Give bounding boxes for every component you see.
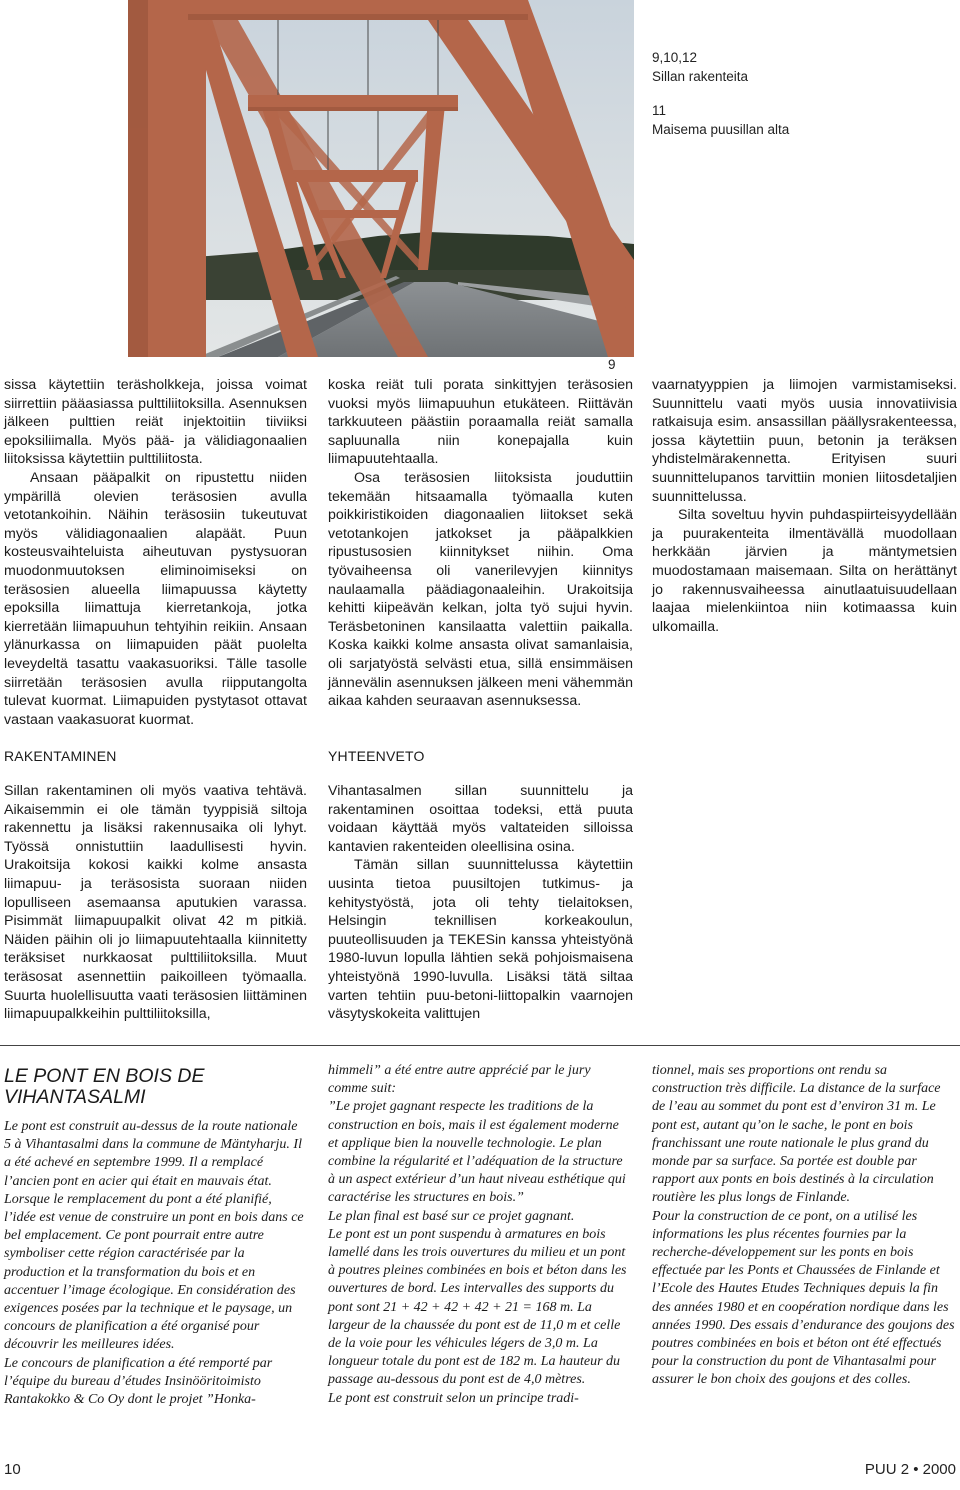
publication-label: PUU 2 • 2000 <box>864 1461 956 1478</box>
french-title: LE PONT EN BOIS DE VIHANTASALMI <box>4 1065 205 1108</box>
paragraph: Le pont est un pont suspendu à armatures en bois lamellé dans les trois ouvertures du milieu et un pont à poutres pleines combinées en bois et béton dans les ouvertures de bord. Les intervalles des supports du pont sont 21 + 42 + 42 + 42 + 21 = 168 m. La largeur de la chaussée du pont est de 11,0 m et celle de la voie pour les véhicules légers de 3,0 m. La longueur totale du pont est de 182 m. La hauteur du passage au-dessous du pont est de 4,0 mètres. <box>328 1226 627 1388</box>
french-column-3 <box>652 1062 957 1390</box>
paragraph: Lorsque le remplacement du pont a été planifié, l’idée est venue de construire un pont en bois dans ce bel emplacement. Ce pont pourrait entre autre symboliser cette région caractérisée par la production et la transformation du bois et en accentuer l’image écologique. En considération des exigences posées par la technique et le paysage, un concours de planification a été organisé pour découvrir les meilleures idées. <box>4 1191 304 1353</box>
paragraph: Pour la construction de ce pont, on a utilisé les informations les plus récentes fournies par la recherche-développement sur les ponts en bois effectuée par les Ponts et Chaussées de Finlande et l’Ecole des Hautes Etudes Techniques depuis la fin des années 1980 et en coopération nordique dans les années 1990. Des essais d’endurance des goujons des poutres combinées en bois et béton ont été effectués pour la construction du pont de Vihantasalmi pour assurer le bon choix des goujons et des colles. <box>652 1208 955 1388</box>
bridge-photo-illustration <box>128 0 634 357</box>
paragraph: Osa teräsosien liitoksista jouduttiin tekemään hitsaamalla työmaalla kuten poikkiristikoiden diagonaalien liitokset sekä vetotankojen jatkokset ja pääpalkkien ripustusosien kiinnitykset niihin. Oma työvaiheensa oli vanerilevyjen kiinnitys naulaamalla päädiagonaaleihin. Urakoitsija kehitti kiipeävän kelkan, jolta työ sujui hyvin. Teräsbetoninen kansilaatta valettiin paikalla. Koska kaikki kolme ansasta olivat samanlaisia, oli sarjatyöstä selvästi etua, sillä ensimmäisen jännevälin asennuksen jälkeen meni vähemmän aikaa kahden seuraavan asennuksessa. <box>328 469 633 710</box>
page-number: 10 <box>4 1461 21 1478</box>
caption-1-number: 9,10,12 <box>652 50 698 65</box>
french-column-1 <box>4 1118 304 1409</box>
paragraph: sissa käytettiin teräsholkkeja, joissa voimat siirrettiin pääasiassa pulttiliitoksilla. Asennuksen jälkeen pulttien reiät injektoitiin tiiviiksi epoksiliimalla. Myös pää- ja välidiagonaalien liitoksissa käytettiin pulttiliitosta. <box>4 377 307 468</box>
paragraph: Sillan rakentaminen oli myös vaativa tehtävä. Aikaisemmin ei ole tämän tyyppisiä siltoja rakennettu ja lisäksi rakennusaika oli lyhyt. Työssä onnistuttiin laadullisesti hyvin. Urakoitsija kokosi kaikki kolme ansasta liimapuu- ja teräsosista suoraan niiden lopulliseen asemaansa aputukien varassa. Pisimmät liimapuupalkit olivat 42 m pitkiä. Näiden päihin oli jo liimapuutehtaalla kiinnitetty teräksiset nurkkaosat pulttiliitoksilla. Muut teräsosat asennettiin paikoilleen työmaalla. Suurta huolellisuutta vaati teräsosien liittäminen liimapuupalkkeihin pulttiliitoksilla, <box>4 783 307 1023</box>
finnish-column-2 <box>328 376 633 711</box>
paragraph: tionnel, mais ses proportions ont rendu sa construction très difficile. La distance de la surface de l’eau au sommet du pont est d’environ 31 m. Le pont est, autant qu’on le sache, le pont en bois franchissant une route nationale le plus grand du monde par sa surface. Sa portée est double par rapport aux ponts en bois destinés à la circulation routière les plus longs de Finlande. <box>652 1063 941 1206</box>
figure-number: 9 <box>608 357 616 372</box>
paragraph: Le plan final est basé sur ce projet gagnant. <box>328 1208 575 1224</box>
paragraph: Silta soveltuu hyvin puhdaspiirteisyydellään ja puurakenteita ilmentävällä muodollaan herkkään järvien ja mäntymetsien muodostamaan maisemaan. Silta on herättänyt jo rakennusvaiheessa ainutlaatuisuudellaan laajaa mielenkiintoa niin kotimaassa kuin ulkomailla. <box>652 507 957 635</box>
caption-2-number: 11 <box>652 103 667 118</box>
paragraph: Le concours de planification a été remporté par l’équipe du bureau d’études Insinööritoimisto Rantakokko & Co Oy dont le projet ”Honka- <box>4 1355 273 1408</box>
french-column-2 <box>328 1062 632 1408</box>
paragraph: himmeli” a été entre autre apprécié par le jury comme suit: <box>328 1063 591 1097</box>
bridge-photo <box>128 0 634 357</box>
caption-1-text: Sillan rakenteita <box>652 69 749 84</box>
finnish-column-1-continued <box>4 782 307 1024</box>
paragraph: ”Le projet gagnant respecte les traditions de la construction en bois, mais il est également moderne et applique bien la nouvelle technologie. Le plan combine la régularité et l’adéquation de la structure à un aspect extérieur d’un haut niveau esthétique qui caractérise les structures en bois.” <box>328 1099 626 1206</box>
section-heading-rakentaminen: RAKENTAMINEN <box>4 748 117 764</box>
caption-2 <box>652 101 789 139</box>
section-divider <box>0 1045 960 1046</box>
finnish-column-2-continued <box>328 782 633 1024</box>
paragraph: Le pont est construit selon un principe tradi- <box>328 1390 579 1406</box>
paragraph: Tämän sillan suunnittelussa käytettiin uusinta tietoa puusiltojen tutkimus- ja kehitystyöstä, jota oli tehty tielaitoksen, Helsingin teknillisen korkeakoulun, puuteollisuuden ja TEKESin kanssa yhteistyönä 1980-luvun lopulla lähtien sekä pohjoismaisena yhteistyönä 1990-luvulla. Lisäksi tätä siltaa varten tehtiin puu-betoni-liittopalkin vaarnojen väsytyskokeita valittujen <box>328 857 633 1023</box>
finnish-column-1 <box>4 376 307 729</box>
paragraph: Ansaan pääpalkit on ripustettu niiden ympärillä olevien teräsosien avulla vetotankoihin. Näihin teräsosiin tukeutuvat myös välidiagonaalien alapäät. Puun kosteusvaihteluista aiheutuvan pystysuoran muodonmuutoksen eliminoimiseksi on teräsosien alueella liimapuussa käytetty epoksilla liimattuja kierretankoja, jotka kierretään liimapuuhun tehtyihin reikiin. Ansaan ylänurkassa on liimapuiden päät puolelta leveydeltä tasattu vaakasuoriksi. Tälle tasolle siirretään teräsosien avulla riipputangolta tulevat kuormat. Liimapuiden pystytasot ottavat vastaan vaakasuorat kuormat. <box>4 469 307 728</box>
caption-1 <box>652 48 748 86</box>
paragraph: koska reiät tuli porata sinkittyjen teräsosien vuoksi myös liimapuuhun etukäteen. Riittävän tarkkuuteen päästiin poraamalla reiät samalla sapluunalla niin konepajalla kuin liimapuutehtaalla. <box>328 377 633 468</box>
caption-2-text: Maisema puusillan alta <box>652 122 790 137</box>
paragraph: Vihantasalmen sillan suunnittelu ja rakentaminen osoittaa todeksi, että puuta voidaan käyttää myös valtateiden silloissa kantavien rakenteiden oleellisina osina. <box>328 783 633 855</box>
section-heading-yhteenveto: YHTEENVETO <box>328 748 425 764</box>
paragraph: Le pont est construit au-dessus de la route nationale 5 à Vihantasalmi dans la commune de Mäntyharju. Il a été achevé en septembre 1999. Il a remplacé l’ancien pont en acier qui était en mauvais état. <box>4 1119 302 1189</box>
finnish-column-3 <box>652 376 957 636</box>
paragraph: vaarnatyyppien ja liimojen varmistamiseksi. Suunnittelu vaati myös uusia innovatiivisia ratkaisuja esim. ansassillan päällysrakenteessa, jossa käytettiin puun, betonin ja teräksen yhdistelmärakennetta. Erityisen suuri suunnittelupanos tarvittiin monien liitosdetaljien suunnittelussa. <box>652 377 957 505</box>
